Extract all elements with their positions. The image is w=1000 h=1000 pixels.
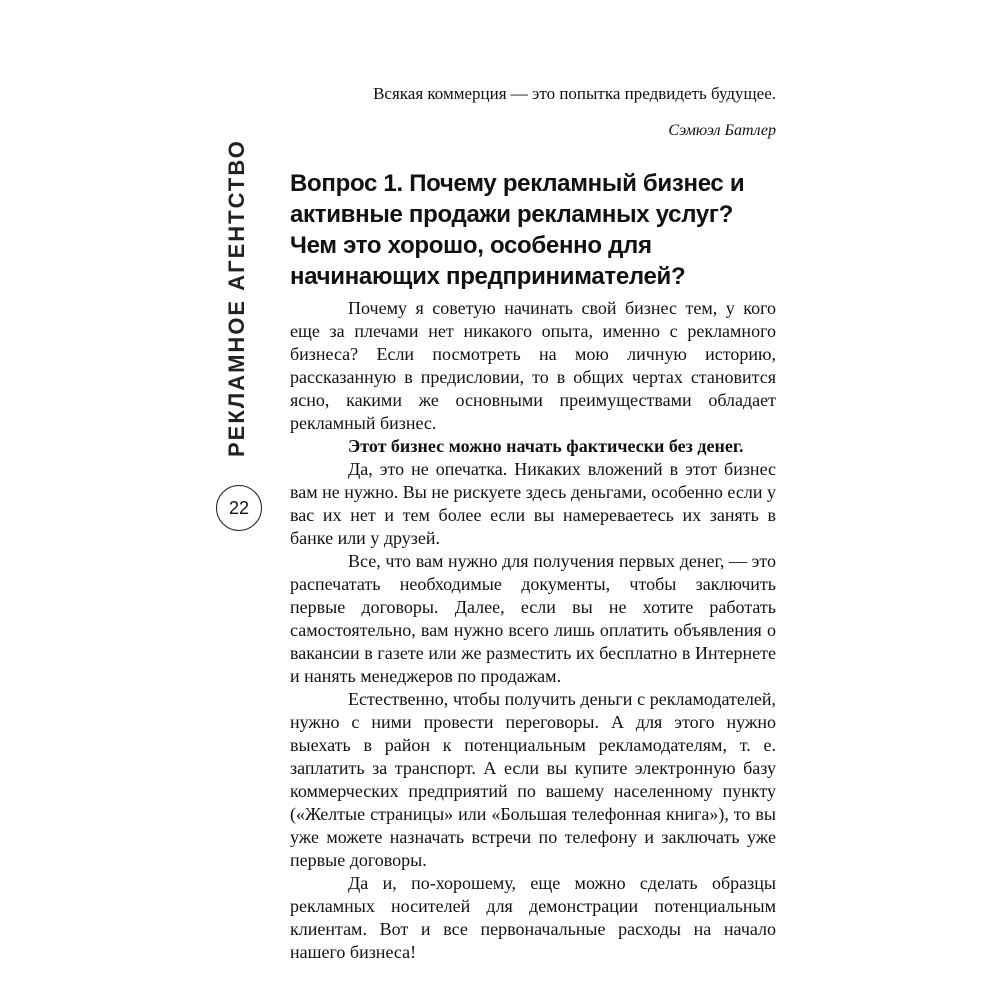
epigraph <box>290 82 776 143</box>
page-sidebar <box>208 139 268 540</box>
section-title: РЕКЛАМНОЕ АГЕНТСТВО <box>224 139 249 457</box>
body-text <box>290 297 776 964</box>
paragraph-bold-statement: Этот бизнес можно начать фактически без денег. <box>348 436 744 456</box>
paragraph: Почему я советую начинать свой бизнес тем, у кого еще за плечами нет никакого опыта, именно с рекламного бизнеса? Если посмотреть на мою личную историю, рассказанную в предисловии, то в общих чертах становится ясно, какими же основными преимуществами обладает рекламный бизнес. <box>290 298 776 433</box>
epigraph-author: Сэмюэл Батлер <box>668 122 776 139</box>
page-number: 22 <box>216 485 262 531</box>
paragraph: Да, это не опечатка. Никаких вложений в этот бизнес вам не нужно. Вы не рискуете здесь деньгами, особенно если у вас их нет и тем более если вы намереваетесь их занять в банке или у друзей. <box>290 459 776 548</box>
paragraph: Все, что вам нужно для получения первых денег, — это распечатать необходимые документы, чтобы заключить первые договоры. Далее, если вы не хотите работать самостоятельно, вам нужно всего лишь оплатить объявления о вакансии в газете или же разместить их бесплатно в Интернете и нанять менеджеров по продажам. <box>290 551 776 686</box>
main-content <box>290 168 776 964</box>
paragraph: Да и, по-хорошему, еще можно сделать образцы рекламных носителей для демонстрации потенциальным клиентам. Вот и все первоначальные расходы на начало нашего бизнеса! <box>290 873 776 962</box>
epigraph-quote: Всякая коммерция — это попытка предвидеть будущее. <box>373 84 776 103</box>
paragraph: Естественно, чтобы получить деньги с рекламодателей, нужно с ними провести переговоры. А для этого нужно выехать в район к потенциальным рекламодателям, т. е. заплатить за транспорт. А если вы купите электронную базу коммерческих предприятий по вашему населенному пункту («Желтые страницы» или «Большая телефонная книга»), то вы уже можете назначать встречи по телефону и заключать уже первые договоры. <box>290 689 776 870</box>
question-heading: Вопрос 1. Почему рекламный бизнес и активные продажи рекламных услуг? Чем это хорошо, особенно для начинающих предпринимателей? <box>290 170 745 290</box>
